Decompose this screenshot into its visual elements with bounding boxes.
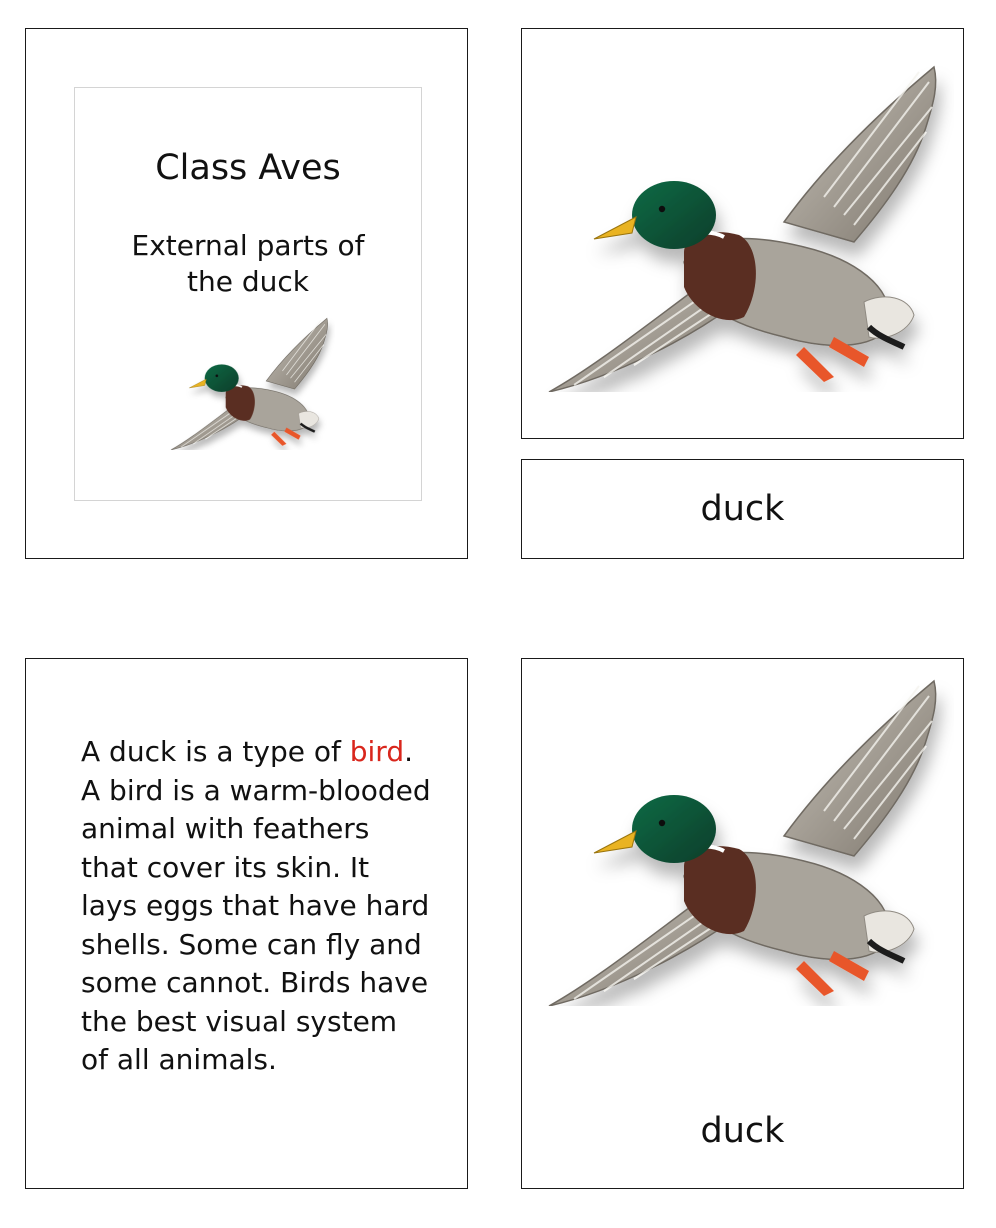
description-text: [81, 733, 431, 1080]
title-card: [25, 28, 468, 559]
description-card: [25, 658, 468, 1189]
picture-card: [521, 28, 964, 439]
duck-image: [534, 661, 954, 1006]
description-intro: A duck is a type of: [81, 735, 350, 768]
card-subtitle: External parts of the duck: [131, 229, 365, 298]
description-body: . A bird is a warm-blooded animal with feathers that cover its skin. It lays eggs that have hard shells. Some can fly and some cannot. Birds have the best visual system of all animals.: [81, 735, 431, 1076]
duck-image: [165, 310, 335, 450]
label-text: duck: [700, 489, 785, 529]
description-highlight: bird: [349, 735, 405, 768]
label-card: [521, 459, 964, 559]
control-card: [521, 658, 964, 1189]
control-label: duck: [700, 1111, 785, 1151]
card-title: Class Aves: [155, 148, 341, 188]
title-inner-frame: [74, 87, 422, 501]
duck-image: [534, 47, 954, 392]
